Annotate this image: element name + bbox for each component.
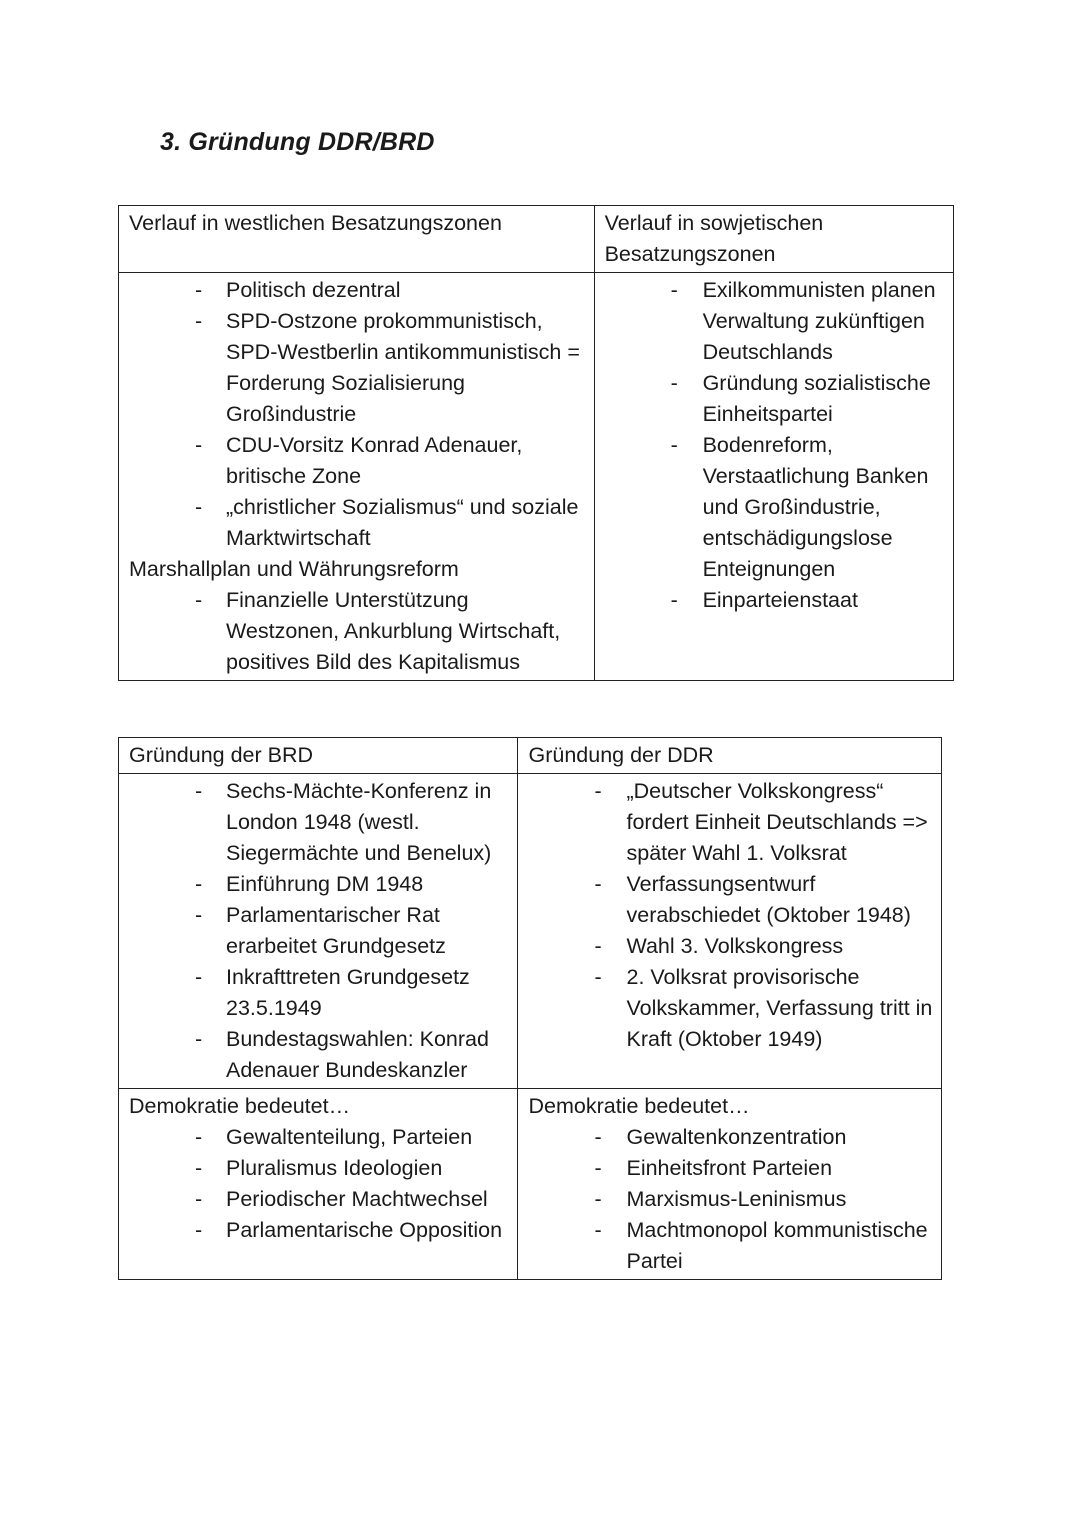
list-item: - Einheitsfront Parteien	[528, 1153, 933, 1184]
header-gruendung-ddr: Gründung der DDR	[518, 738, 942, 774]
table-besatzungszonen	[118, 205, 954, 681]
list-item: - Einparteienstaat	[605, 585, 945, 616]
list-item: - Wahl 3. Volkskongress	[528, 931, 933, 962]
list-item: - 2. Volksrat provisorische Volkskammer, Verfassung tritt in Kraft (Oktober 1949)	[528, 962, 933, 1055]
list-item: - Verfassungsentwurf verabschiedet (Oktober 1948)	[528, 869, 933, 931]
cell-demokratie-brd	[119, 1089, 518, 1280]
cell-sowjetische-zonen	[594, 273, 953, 681]
list-item: - Politisch dezentral	[129, 275, 586, 306]
list-item: - Exilkommunisten planen Verwaltung zukünftigen Deutschlands	[605, 275, 945, 368]
list-item: - Bundestagswahlen: Konrad Adenauer Bundeskanzler	[129, 1024, 509, 1086]
list-item: - Machtmonopol kommunistische Partei	[528, 1215, 933, 1277]
page-title: 3. Gründung DDR/BRD	[160, 128, 435, 156]
list-item: - Pluralismus Ideologien	[129, 1153, 509, 1184]
list-item: - Parlamentarische Opposition	[129, 1215, 509, 1246]
header-gruendung-brd: Gründung der BRD	[119, 738, 518, 774]
cell-demokratie-ddr	[518, 1089, 942, 1280]
demokratie-heading-brd: Demokratie bedeutet…	[129, 1094, 351, 1118]
list-item: - Parlamentarischer Rat erarbeitet Grundgesetz	[129, 900, 509, 962]
list-item: - „Deutscher Volkskongress“ fordert Einheit Deutschlands => später Wahl 1. Volksrat	[528, 776, 933, 869]
demokratie-heading-ddr: Demokratie bedeutet…	[528, 1094, 750, 1118]
list-item: - Inkrafttreten Grundgesetz 23.5.1949	[129, 962, 509, 1024]
list-item: - Einführung DM 1948	[129, 869, 509, 900]
list-item: - „christlicher Sozialismus“ und soziale Marktwirtschaft	[129, 492, 586, 554]
cell-westliche-zonen	[119, 273, 595, 681]
list-item: - Gewaltenkonzentration	[528, 1122, 933, 1153]
list-item: - Gründung sozialistische Einheitspartei	[605, 368, 945, 430]
list-item: - Sechs-Mächte-Konferenz in London 1948 (westl. Siegermächte und Benelux)	[129, 776, 509, 869]
list-item: - Bodenreform, Verstaatlichung Banken und Großindustrie, entschädigungslose Enteignungen	[605, 430, 945, 585]
list-item: - Marxismus-Leninismus	[528, 1184, 933, 1215]
list-item: - SPD-Ostzone prokommunistisch, SPD-Westberlin antikommunistisch = Forderung Sozialisierung Großindustrie	[129, 306, 586, 430]
cell-gruendung-brd	[119, 774, 518, 1089]
list-item: - CDU-Vorsitz Konrad Adenauer, britische Zone	[129, 430, 586, 492]
cell-gruendung-ddr	[518, 774, 942, 1089]
header-sowjetische-zonen: Verlauf in sowjetischen Besatzungszonen	[594, 206, 953, 273]
list-item: - Finanzielle Unterstützung Westzonen, Ankurblung Wirtschaft, positives Bild des Kapitalismus	[129, 585, 586, 678]
subheading-marshallplan: Marshallplan und Währungsreform	[129, 557, 459, 581]
list-item: - Periodischer Machtwechsel	[129, 1184, 509, 1215]
table-gruendung	[118, 737, 942, 1280]
list-item: - Gewaltenteilung, Parteien	[129, 1122, 509, 1153]
header-westliche-zonen: Verlauf in westlichen Besatzungszonen	[119, 206, 595, 273]
